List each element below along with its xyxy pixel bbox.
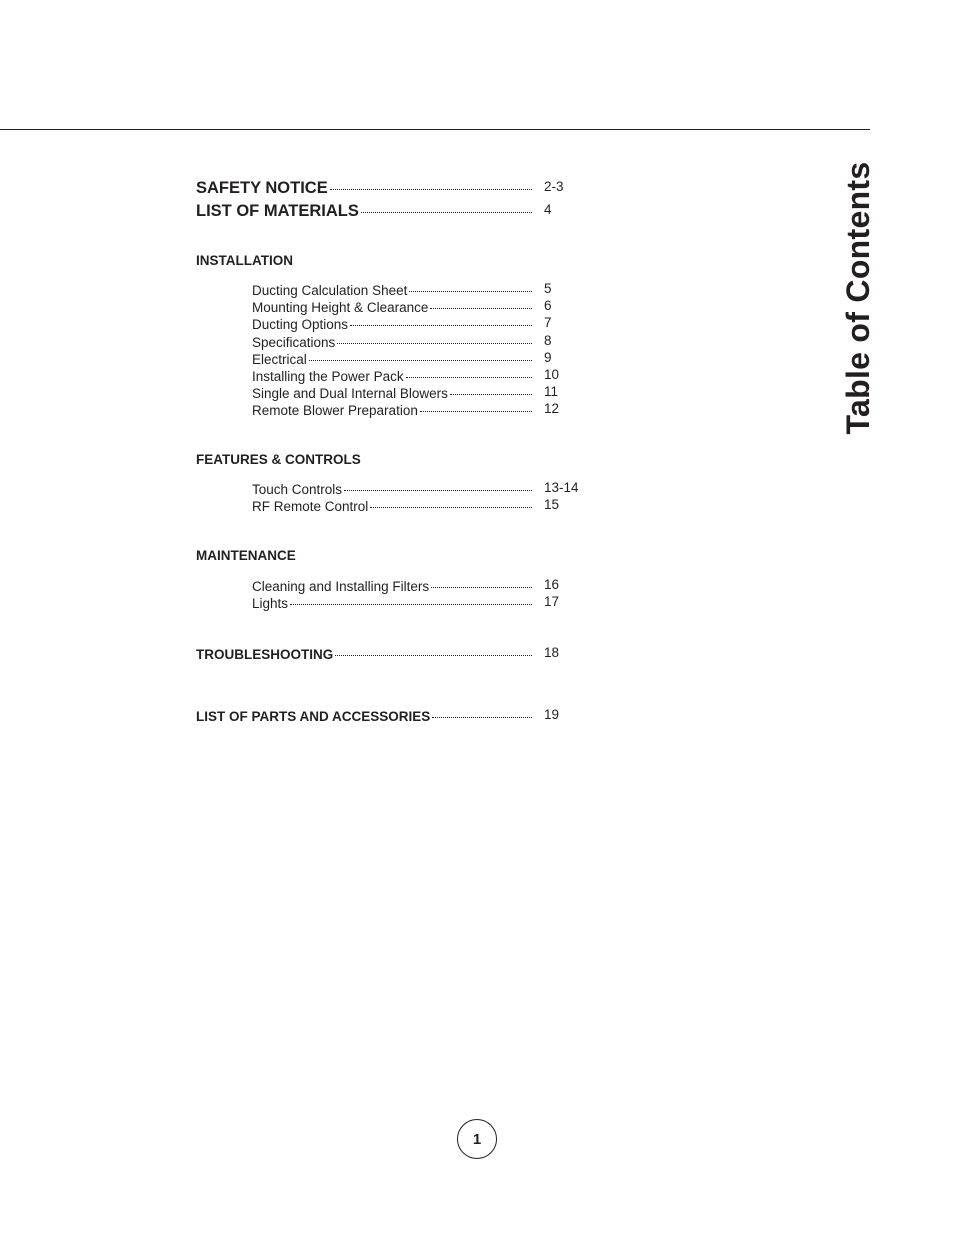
dot-leader (337, 332, 532, 346)
toc-entry-label: Cleaning and Installing Filters (252, 578, 430, 594)
toc-entry-label: Remote Blower Preparation (252, 402, 418, 418)
dot-leader (361, 198, 532, 215)
toc-entry-electrical[interactable] (252, 350, 534, 367)
toc-entry-mounting-height[interactable] (252, 298, 534, 315)
toc-entry-label: Ducting Options (252, 316, 349, 332)
toc-entry-list-of-materials[interactable] (196, 199, 534, 221)
section-heading-installation: INSTALLATION (196, 253, 293, 268)
section-heading-maintenance: MAINTENANCE (196, 548, 296, 563)
dot-leader (450, 383, 532, 397)
dot-leader (370, 496, 532, 510)
toc-entry-troubleshooting[interactable] (196, 645, 534, 662)
dot-leader (344, 479, 532, 493)
dot-leader (309, 349, 532, 363)
dot-leader (290, 593, 532, 607)
toc-entry-label: RF Remote Control (252, 498, 369, 514)
toc-entry-page: 12 (544, 401, 560, 416)
dot-leader (335, 644, 532, 658)
toc-entry-label: Electrical (252, 351, 307, 367)
toc-entry-label: TROUBLESHOOTING (196, 646, 334, 662)
toc-entry-label: LIST OF PARTS AND ACCESSORIES (196, 708, 431, 724)
dot-leader (420, 400, 532, 414)
dot-leader (409, 280, 532, 294)
page-number: 1 (472, 1130, 482, 1148)
toc-entry-page: 2-3 (544, 179, 564, 194)
dot-leader (432, 706, 532, 720)
toc-entry-page: 17 (544, 594, 560, 609)
toc-entry-label: Mounting Height & Clearance (252, 299, 429, 315)
toc-entry-ducting-options[interactable] (252, 315, 534, 332)
page-title: Table of Contents (840, 161, 876, 435)
toc-entry-page: 13-14 (544, 480, 579, 495)
toc-entry-page: 11 (544, 384, 559, 399)
toc-entry-ducting-calculation[interactable] (252, 281, 534, 298)
toc-entry-page: 19 (544, 707, 560, 722)
toc-entry-label: Specifications (252, 334, 336, 350)
toc-entry-filters[interactable] (252, 577, 534, 594)
toc-entry-label: LIST OF MATERIALS (196, 201, 359, 220)
toc-entry-label: Touch Controls (252, 481, 343, 497)
toc-entry-page: 6 (544, 298, 552, 313)
toc-entry-label: Ducting Calculation Sheet (252, 282, 408, 298)
dot-leader (406, 366, 532, 380)
toc-entry-page: 5 (544, 281, 552, 296)
toc-entry-page: 7 (544, 315, 552, 330)
toc-entry-parts-accessories[interactable] (196, 707, 534, 724)
dot-leader (430, 297, 532, 311)
dot-leader (431, 576, 532, 590)
toc-entry-page: 15 (544, 497, 560, 512)
toc-entry-internal-blowers[interactable] (252, 384, 534, 401)
toc-entry-power-pack[interactable] (252, 367, 534, 384)
toc-entry-label: SAFETY NOTICE (196, 178, 328, 197)
toc-entry-page: 16 (544, 577, 560, 592)
dot-leader (350, 314, 532, 328)
toc-entry-label: Single and Dual Internal Blowers (252, 385, 448, 401)
toc-entry-page: 18 (544, 645, 560, 660)
section-heading-features: FEATURES & CONTROLS (196, 452, 361, 467)
toc-entry-lights[interactable] (252, 594, 534, 611)
toc-entry-specifications[interactable] (252, 333, 534, 350)
toc-entry-remote-blower[interactable] (252, 401, 534, 418)
toc-entry-rf-remote[interactable] (252, 497, 534, 514)
page-number-badge (457, 1119, 497, 1159)
toc-entry-label: Installing the Power Pack (252, 368, 404, 384)
toc-entry-page: 10 (544, 367, 560, 382)
toc-entry-safety-notice[interactable] (196, 176, 534, 198)
toc-entry-page: 4 (544, 202, 552, 217)
toc-entry-label: Lights (252, 595, 289, 611)
toc-entry-page: 9 (544, 350, 552, 365)
dot-leader (330, 175, 532, 192)
toc-entry-page: 8 (544, 333, 552, 348)
toc-entry-touch-controls[interactable] (252, 480, 534, 497)
